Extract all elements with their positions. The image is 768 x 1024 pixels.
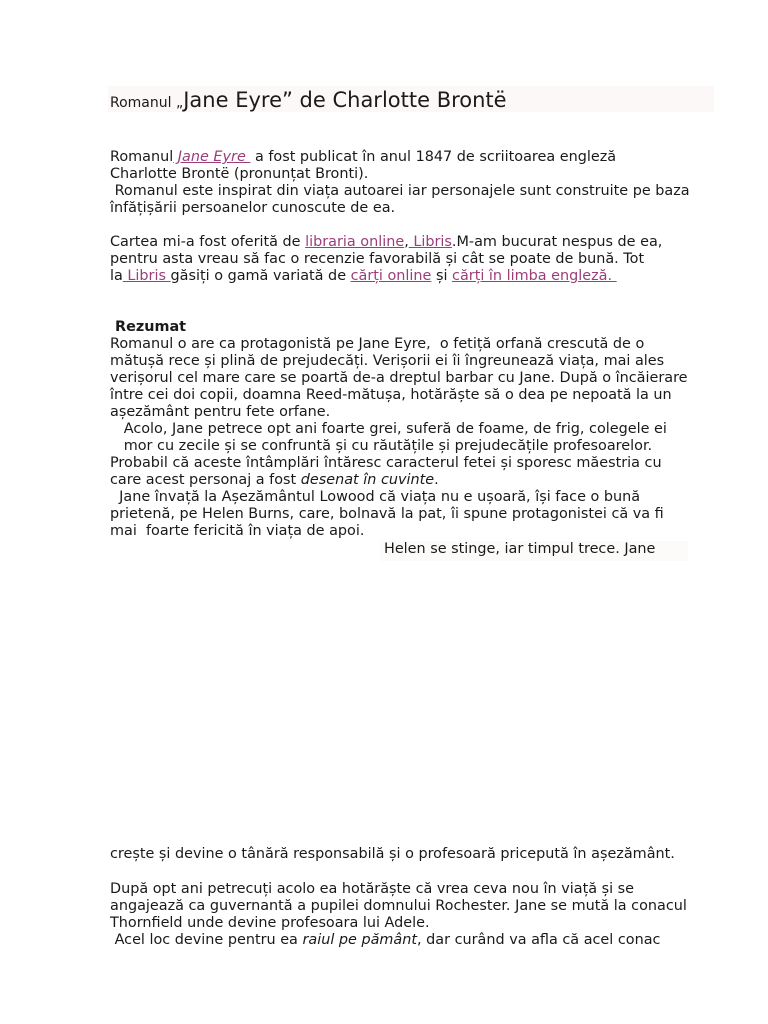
carti-online-link[interactable]: cărți online [350, 268, 432, 284]
continuation-line-5: Acel loc devine pentru ea raiul pe pământ, dar curând va afla că acel conac [110, 932, 661, 948]
promo-line-1: Cartea mi-a fost oferită de libraria online, Libris.M-am bucurat nespus de ea, [110, 234, 663, 250]
rezumat-line-8: Probabil că aceste întâmplări întăresc caracterul fetei și sporesc măestria cu [110, 455, 662, 471]
rezumat-line-3: verișorul cel mare care se poartă de-a dreptul barbar cu Jane. După o încăierare [110, 370, 688, 386]
rezumat-line-6: Acolo, Jane petrece opt ani foarte grei, suferă de foame, de frig, colegele ei [110, 421, 667, 437]
libraria-online-link[interactable]: libraria online [305, 234, 405, 250]
intro-line-2: Charlotte Brontë (pronunțat Bronti). [110, 166, 369, 182]
continuation-line-2: După opt ani petrecuți acolo ea hotărăște că vrea ceva nou în viață și se [110, 881, 635, 897]
promo-line-3: la Libris găsiți o gamă variată de cărți online și cărți în limba engleză. [110, 268, 617, 284]
rezumat-line-1: Romanul o are ca protagonistă pe Jane Eyre, o fetiță orfană crescută de o [110, 336, 645, 352]
page-title: Romanul „Jane Eyre” de Charlotte Brontë [110, 88, 507, 112]
rezumat-line-4: între cei doi copii, doamna Reed-mătușa, hotărăște să o dea pe nepoată la un [110, 387, 672, 403]
rezumat-line-11: prietenă, pe Helen Burns, care, bolnavă la pat, îi spune protagonistei că va fi [110, 506, 664, 522]
rezumat-line-10: Jane învață la Așezământul Lowood că viața nu e ușoară, își face o bună [110, 489, 641, 505]
rezumat-line-2: mătușă rece și plină de prejudecăți. Verișorii ei îi îngreunează viața, mai ales [110, 353, 665, 369]
promo-line-2: pentru asta vreau să fac o recenzie favorabilă și cât se poate de bună. Tot [110, 251, 645, 267]
intro-line-1: Romanul Jane Eyre a fost publicat în anul 1847 de scriitoarea engleză [110, 149, 617, 165]
libris-link[interactable]: Libris [408, 234, 452, 250]
intro-line-4: înfățișării persoanelor cunoscute de ea. [110, 200, 396, 216]
carti-engleza-link[interactable]: cărți în limba engleză. [452, 268, 617, 284]
rezumat-heading: Rezumat [110, 319, 187, 335]
rezumat-line-9: care acest personaj a fost desenat în cuvinte. [110, 472, 439, 488]
continuation-line-4: Thornfield unde devine profesoara lui Adele. [110, 915, 430, 931]
libris-link-2[interactable]: Libris [122, 268, 171, 284]
rezumat-line-13: Helen se stinge, iar timpul trece. Jane [384, 541, 656, 557]
continuation-line-3: angajează ca guvernantă a pupilei domnului Rochester. Jane se mută la conacul [110, 898, 687, 914]
jane-eyre-link[interactable]: Jane Eyre [173, 149, 251, 165]
rezumat-line-7: mor cu zecile și se confruntă și cu răutățile și prejudecățile profesoarelor. [110, 438, 653, 454]
rezumat-line-12: mai foarte fericită în viața de apoi. [110, 523, 365, 539]
continuation-line-1: crește și devine o tânără responsabilă și o profesoară pricepută în așezământ. [110, 846, 675, 862]
rezumat-line-5: așezământ pentru fete orfane. [110, 404, 331, 420]
intro-line-3: Romanul este inspirat din viața autoarei iar personajele sunt construite pe baza [110, 183, 690, 199]
